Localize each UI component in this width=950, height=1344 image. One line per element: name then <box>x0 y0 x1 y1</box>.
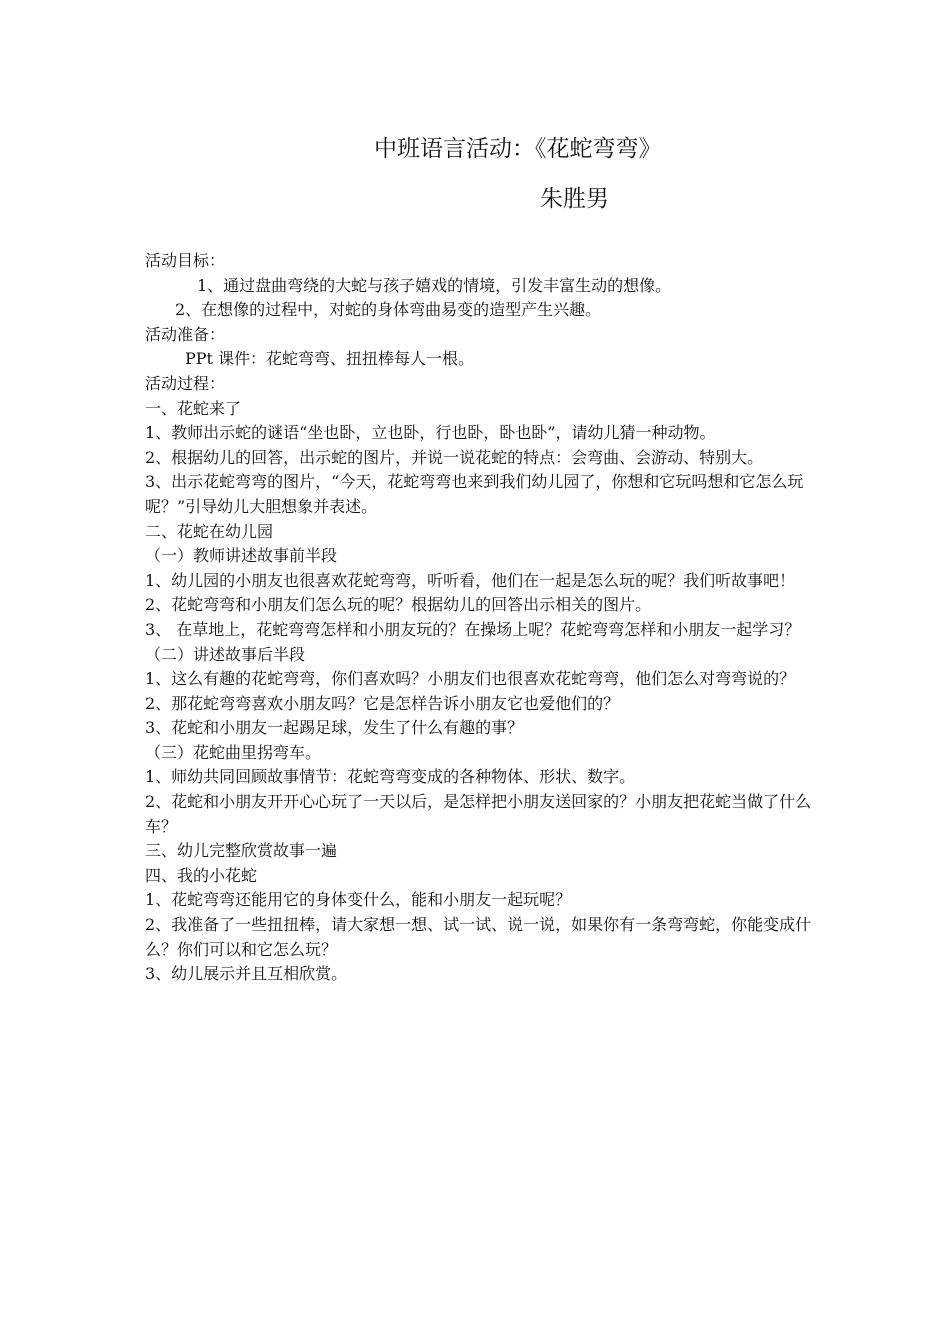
goals-heading: 活动目标： <box>145 251 226 270</box>
section-2-sub-1: （一）教师讲述故事前半段 <box>145 546 338 566</box>
section-2-sub-3-item-2: 2、花蛇和小朋友开开心心玩了一天以后，是怎样把小朋友送回家的？小朋友把花蛇当做了什么车？ <box>145 792 812 836</box>
section-2-sub-2-item-3: 3、花蛇和小朋友一起踢足球，发生了什么有趣的事？ <box>145 718 524 738</box>
section-2-sub-1-item-3: 3、 在草地上，花蛇弯弯怎样和小朋友玩的？在操场上呢？花蛇弯弯怎样和小朋友一起学习？ <box>145 619 801 639</box>
document-title: 中班语言活动：《花蛇弯弯》 <box>374 136 662 162</box>
section-4-item-3: 3、幼儿展示并且互相欣赏。 <box>145 964 348 984</box>
goal-item-1: 1、通过盘曲弯绕的大蛇与孩子嬉戏的情境，引发丰富生动的想像。 <box>197 275 672 295</box>
section-2-sub-1-item-1: 1、幼儿园的小朋友也很喜欢花蛇弯弯，听听看，他们在一起是怎么玩的呢？我们听故事吧！ <box>145 570 796 590</box>
section-1-item-2: 2、根据幼儿的回答，出示蛇的图片，并说一说花蛇的特点：会弯曲、会游动、特别大。 <box>145 447 764 467</box>
section-2-sub-2-item-1: 1、这么有趣的花蛇弯弯，你们喜欢吗？小朋友们也很喜欢花蛇弯弯，他们怎么对弯弯说的？ <box>145 669 796 689</box>
section-3-heading: 三、幼儿完整欣赏故事一遍 <box>145 841 338 861</box>
prep-heading: 活动准备： <box>145 324 226 344</box>
section-4-item-1: 1、花蛇弯弯还能用它的身体变什么，能和小朋友一起玩呢？ <box>145 890 572 910</box>
document-author: 朱胜男 <box>540 186 609 212</box>
prep-text: PPt 课件：花蛇弯弯、扭扭棒每人一根。 <box>185 349 475 369</box>
section-2-sub-1-item-2: 2、花蛇弯弯和小朋友们怎么玩的呢？根据幼儿的回答出示相关的图片。 <box>145 595 652 615</box>
document-body <box>145 249 813 987</box>
section-2-sub-3-item-1: 1、师幼共同回顾故事情节：花蛇弯弯变成的各种物体、形状、数字。 <box>145 767 636 787</box>
process-heading: 活动过程： <box>145 373 226 393</box>
section-1-heading: 一、花蛇来了 <box>145 398 242 418</box>
section-4-heading: 四、我的小花蛇 <box>145 865 258 885</box>
section-2-sub-3: （三）花蛇曲里拐弯车。 <box>145 742 322 762</box>
section-1-item-1: 1、教师出示蛇的谜语“坐也卧，立也卧，行也卧，卧也卧”，请幼儿猜一种动物。 <box>145 423 716 443</box>
section-2-sub-2-item-2: 2、那花蛇弯弯喜欢小朋友吗？它是怎样告诉小朋友它也爱他们的？ <box>145 693 620 713</box>
goal-item-2: 2、在想像的过程中，对蛇的身体弯曲易变的造型产生兴趣。 <box>175 300 602 320</box>
section-2-heading: 二、花蛇在幼儿园 <box>145 521 274 541</box>
section-4-item-2: 2、我准备了一些扭扭棒，请大家想一想、试一试、说一说，如果你有一条弯弯蛇，你能变成什么？你们可以和它怎么玩？ <box>145 915 812 959</box>
section-1-item-3: 3、出示花蛇弯弯的图片，“今天，花蛇弯弯也来到我们幼儿园了，你想和它玩吗想和它怎么玩呢？”引导幼儿大胆想象并表述。 <box>145 472 804 516</box>
section-2-sub-2: （二）讲述故事后半段 <box>145 644 306 664</box>
